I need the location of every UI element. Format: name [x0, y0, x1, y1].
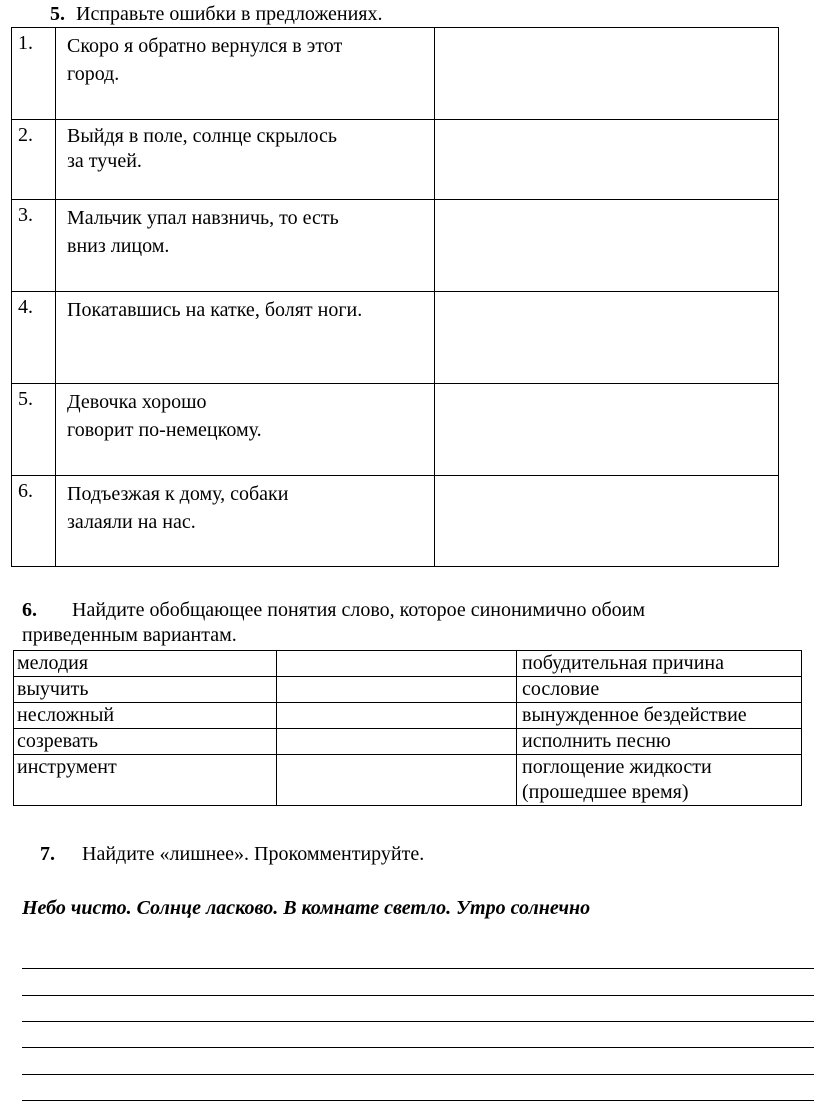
sentence-cell: [56, 200, 435, 292]
row-number: 1.: [12, 28, 56, 120]
answer-cell[interactable]: [435, 28, 779, 120]
answer-cell[interactable]: [277, 677, 517, 703]
answer-cell[interactable]: [435, 292, 779, 384]
table-row: [12, 384, 779, 476]
sentence-cell: [56, 120, 435, 200]
row-number: 2.: [12, 120, 56, 200]
table-row: [12, 120, 779, 200]
sentence-line: вниз лицом.: [67, 235, 170, 257]
answer-cell[interactable]: [435, 384, 779, 476]
task6-number: 6.: [22, 599, 37, 621]
word-cell: побудительная причина: [517, 651, 802, 677]
row-number: 5.: [12, 384, 56, 476]
table-row: [12, 292, 779, 384]
word-cell: исполнить песню: [517, 729, 802, 755]
task5-heading: [50, 2, 382, 26]
answer-cell[interactable]: [277, 729, 517, 755]
word-cell: вынужденное бездействие: [517, 703, 802, 729]
task6-table: [13, 650, 802, 806]
table-row: [14, 755, 802, 806]
table-row: [12, 28, 779, 120]
word-cell: выучить: [14, 677, 277, 703]
answer-cell[interactable]: [277, 703, 517, 729]
answer-cell[interactable]: [277, 755, 517, 806]
sentence-cell: [56, 384, 435, 476]
word-cell: инструмент: [14, 755, 277, 806]
sentence-line: Мальчик упал навзничь, то есть: [67, 207, 339, 229]
answer-line[interactable]: [22, 1100, 814, 1101]
row-number: 3.: [12, 200, 56, 292]
sentence-line: за тучей.: [67, 150, 142, 172]
sentence-line: Выйдя в поле, солнце скрылось: [67, 125, 337, 147]
word-cell: созревать: [14, 729, 277, 755]
sentence-cell: [56, 292, 435, 384]
sentence-cell: [56, 476, 435, 567]
table-row: [14, 729, 802, 755]
sentence-line: залаяли на нас.: [67, 511, 196, 533]
answer-line[interactable]: [22, 1074, 814, 1075]
task6-heading: [22, 598, 645, 622]
row-number: 6.: [12, 476, 56, 567]
answer-line[interactable]: [22, 995, 814, 996]
task7-heading: [40, 842, 424, 866]
answer-cell[interactable]: [435, 476, 779, 567]
sentence-line: говорит по-немецкому.: [67, 419, 262, 441]
task7-number: 7.: [40, 843, 55, 865]
table-row: [14, 677, 802, 703]
task5-title: Исправьте ошибки в предложениях.: [76, 3, 383, 25]
table-row: [12, 200, 779, 292]
answer-line[interactable]: [22, 968, 814, 969]
answer-line[interactable]: [22, 1021, 814, 1022]
sentence-line: город.: [67, 63, 120, 85]
word-line: (прошедшее время): [522, 781, 689, 803]
answer-cell[interactable]: [435, 120, 779, 200]
sentence-line: Покатавшись на катке, болят ноги.: [67, 299, 363, 321]
answer-cell[interactable]: [277, 651, 517, 677]
sentence-cell: [56, 28, 435, 120]
row-number: 4.: [12, 292, 56, 384]
table-row: [12, 476, 779, 567]
task6-title-line2: приведенным вариантам.: [22, 624, 237, 646]
answer-line[interactable]: [22, 1047, 814, 1048]
table-row: [14, 703, 802, 729]
task6-title-line1: Найдите обобщающее понятия слово, которое синонимично обоим: [72, 599, 646, 621]
sentence-line: Подъезжая к дому, собаки: [67, 483, 289, 505]
word-cell: [517, 755, 802, 806]
sentence-line: Скоро я обратно вернулся в этот: [67, 35, 343, 57]
answer-cell[interactable]: [435, 200, 779, 292]
word-cell: несложный: [14, 703, 277, 729]
table-row: [14, 651, 802, 677]
task7-title: Найдите «лишнее». Прокомментируйте.: [82, 843, 425, 865]
task5-table: [11, 27, 779, 567]
sentence-line: Девочка хорошо: [67, 391, 207, 413]
word-cell: мелодия: [14, 651, 277, 677]
word-cell: сословие: [517, 677, 802, 703]
task5-number: 5.: [50, 3, 65, 25]
word-line: поглощение жидкости: [522, 756, 712, 778]
task7-sentence: Небо чисто. Солнце ласково. В комнате светло. Утро солнечно: [22, 897, 591, 919]
